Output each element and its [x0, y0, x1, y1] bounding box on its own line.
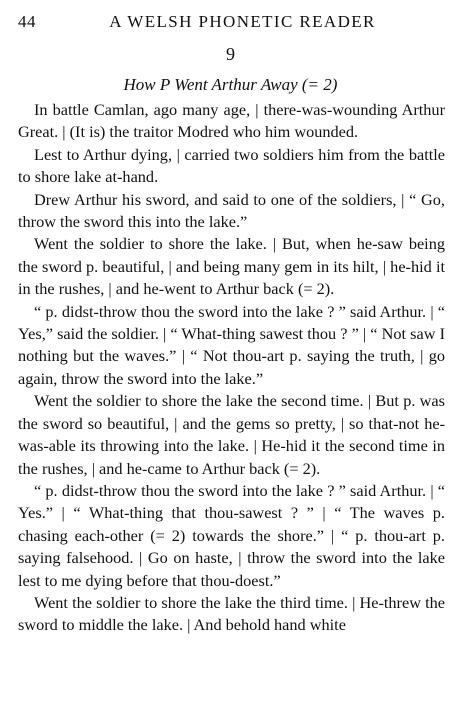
paragraph: “ p. didst-throw thou the sword into the lake ? ” said Arthur. | “ Yes.” | “ What-thing that thou-sawest ? ” | “ The waves p. chasing each-other (= 2) towards the shore.” | “ p. thou-art p. saying falsehood. | Go on haste, | throw the sword into the lake lest to me dying before that thou-doest.”	[18, 480, 445, 590]
section-title: How P Went Arthur Away (= 2)	[123, 75, 338, 94]
paragraph: Went the soldier to shore the lake the third time. | He-threw the sword to middle the lake. | And behold hand white	[18, 592, 445, 635]
page-number: 44	[18, 12, 36, 31]
paragraph: In battle Camlan, ago many age, | there-was-wounding Arthur Great. | (It is) the traitor Modred who him wounded.	[18, 100, 445, 142]
book-title: A WELSH PHONETIC READER	[109, 12, 376, 31]
paragraph: Went the soldier to shore the lake the second time. | But p. was the sword so beautiful, | and the gems so pretty, | so that-not he-was-able its throwing into the lake. | He-hid it the second time in the rushes, | and he-came to Arthur back (= 2).	[18, 391, 445, 478]
body-text	[18, 99, 445, 637]
paragraph: Went the soldier to shore the lake. | But, when he-saw being the sword p. beautiful, | and being many gem in its hilt, | he-hid it in the rushes, | and he-went to Arthur back (= 2).	[18, 234, 445, 299]
paragraph: Drew Arthur his sword, and said to one of the soldiers, | “ Go, throw the sword this into the lake.”	[18, 189, 445, 232]
paragraph: Lest to Arthur dying, | carried two soldiers him from the battle to shore lake at-hand.	[18, 144, 445, 187]
paragraph: “ p. didst-throw thou the sword into the lake ? ” said Arthur. | “ Yes,” said the soldier. | “ What-thing sawest thou ? ” | “ Not saw I nothing but the waves.” | “ Not thou-art p. saying the truth, | go again, throw the sword into the lake.”	[18, 301, 445, 388]
section-number: 9	[226, 44, 235, 64]
running-head	[18, 12, 443, 34]
